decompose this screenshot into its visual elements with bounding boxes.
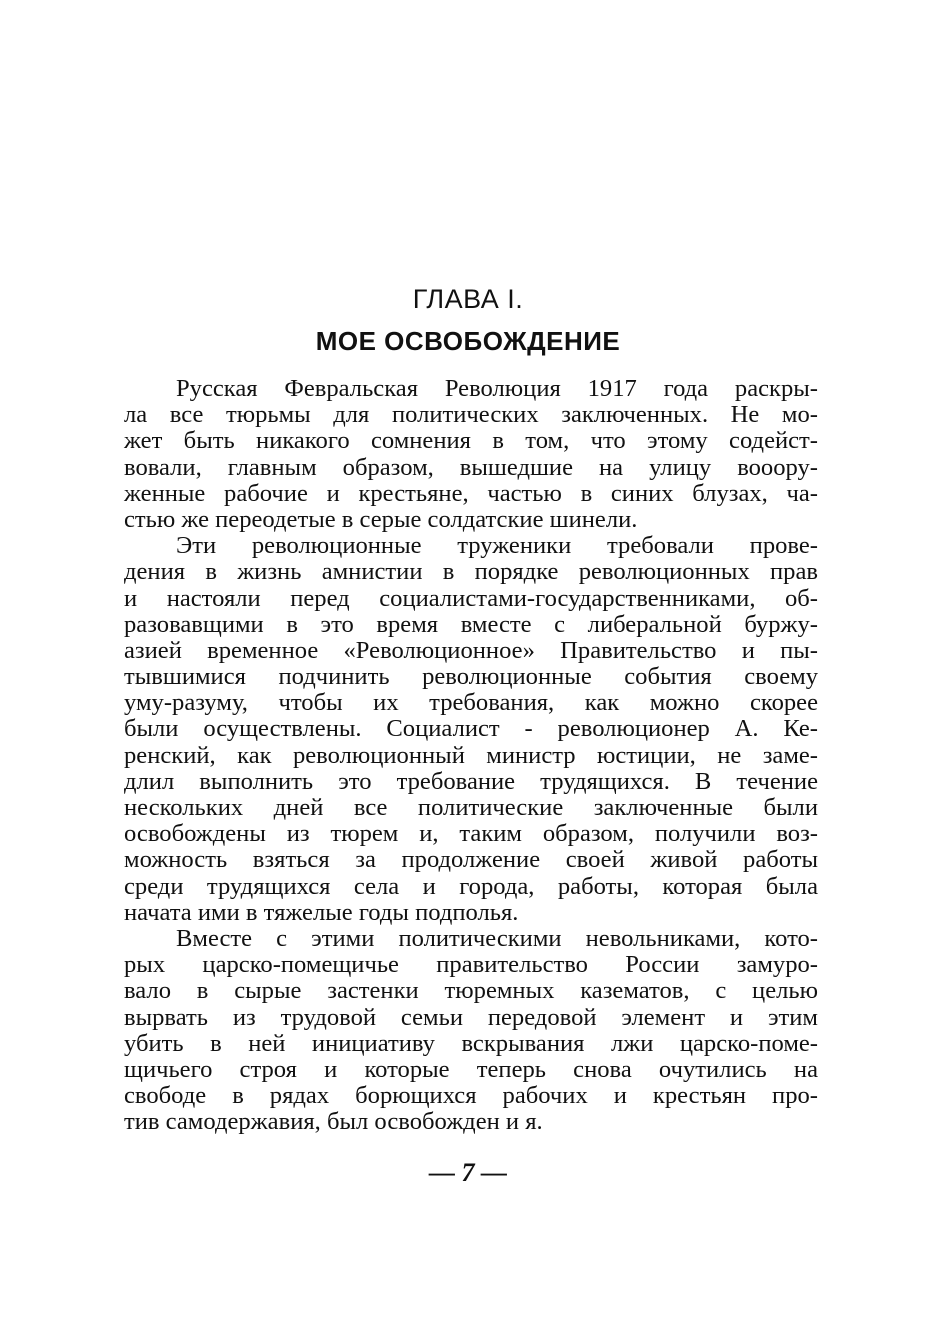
text-line: можность взяться за продолжение своей живой работы: [124, 846, 818, 874]
text-line: стью же переодетые в серые солдатские шинели.: [124, 505, 638, 533]
text-line: начата ими в тяжелые годы подполья.: [124, 898, 519, 926]
text-line: дения в жизнь амнистии в порядке революционных прав: [124, 558, 818, 586]
text-line: тив самодержавия, был освобожден и я.: [124, 1108, 543, 1136]
text-line: были осуществлены. Социалист - революционер А. Ке-: [124, 715, 818, 743]
text-line: Вместе с этими политическими невольниками, кото-: [176, 924, 818, 952]
text-line: вало в сырые застенки тюремных казематов, с целью: [124, 977, 818, 1005]
paragraph-1: [124, 376, 818, 533]
text-line: и настояли перед социалистами-государственниками, об-: [124, 584, 818, 612]
chapter-title: МОЕ ОСВОБОЖДЕНИЕ: [315, 326, 621, 356]
text-line: тывшимися подчинить революционные события своему: [124, 663, 818, 691]
text-line: свободе в рядах борющихся рабочих и крестьян про-: [124, 1082, 818, 1110]
text-line: освобождены из тюрем и, таким образом, получили воз-: [124, 820, 818, 848]
text-line: уму-разуму, чтобы их требования, как можно скорее: [124, 689, 818, 717]
text-line: Русская Февральская Революция 1917 года раскры-: [176, 375, 818, 402]
text-line: щичьего строя и которые теперь снова очутились на: [124, 1055, 818, 1083]
text-line: разовавщими в это время вместе с либеральной буржу-: [124, 610, 818, 638]
text-line: женные рабочие и крестьяне, частью в синих блузах, ча-: [124, 479, 818, 507]
body-text: [124, 376, 818, 1135]
text-line: азией временное «Революционное» Правительство и пы-: [124, 636, 818, 664]
text-line: Эти революционные труженики требовали прове-: [176, 532, 818, 560]
paragraph-3: [124, 926, 818, 1136]
text-line: рых царско-помещичье правительство России замуро-: [124, 951, 818, 979]
paragraph-2: [124, 533, 818, 926]
page-number: — 7 —: [429, 1158, 507, 1187]
chapter-label: ГЛАВА I.: [412, 284, 524, 314]
text-line: длил выполнить это требование трудящихся. В течение: [124, 767, 818, 795]
text-line: вырвать из трудовой семьи передовой элемент и этим: [124, 1003, 818, 1031]
text-line: среди трудящихся села и города, работы, которая была: [124, 872, 818, 900]
text-line: ренский, как революционный министр юстиции, не заме-: [124, 741, 818, 769]
text-line: нескольких дней все политические заключенные были: [124, 794, 818, 821]
text-line: жет быть никакого сомнения в том, что этому содейст-: [124, 427, 818, 455]
text-line: вовали, главным образом, вышедшие на улицу вооору-: [124, 453, 818, 481]
text-line: убить в ней инициативу вскрывания лжи царско-поме-: [124, 1029, 818, 1057]
text-line: ла все тюрьмы для политических заключенных. Не мо-: [124, 401, 818, 429]
